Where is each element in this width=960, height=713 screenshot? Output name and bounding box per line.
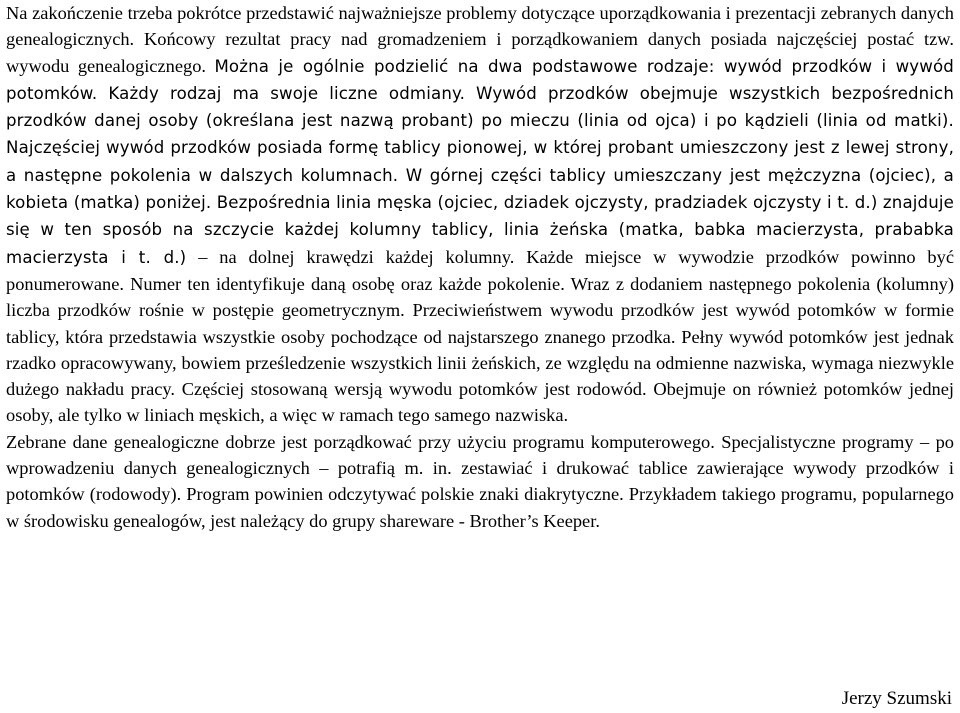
author-signature: Jerzy Szumski [841,688,952,709]
paragraph-genealogy-software: Zebrane dane genealogiczne dobrze jest porządkować przy użyciu programu komputerowego. Specjalistyczne programy – po wprowadzeniu danych genealogicznych – potrafią m. in. zestawiać i drukować tablice zawierające wywody przodków i potomków (rodowody). Program powinien odczytywać polskie znaki diakrytyczne. Przykładem takiego programu, popularnego w środowisku genealogów, jest należący do grupy shareware - Brother’s Keeper. [6,431,954,531]
paragraph-genealogical-pedigree [6,0,954,429]
paragraph-1-part-1: Na zakończenie trzeba pokrótce przedstawić najważniejsze problemy dotyczące uporządkowania i prezentacji zebranych danych genealogicznych. Końcowy rezultat pracy nad gromadzeniem i porządkowaniem danych posiada najczęściej postać tzw. wywodu genealogicznego. [6,3,954,76]
paragraph-1-part-3: – na dolnej krawędzi każdej kolumny. Każde miejsce w wywodzie przodków powinno być ponumerowane. Numer ten identyfikuje daną osobę oraz każde pokolenie. Wraz z dodaniem następnego pokolenia (kolumny) liczba przodków rośnie w postępie geometrycznym. Przeciwieństwem wywodu przodków jest wywód potomków w formie tablicy, która przedstawia wszystkie osoby pochodzące od najstarszego znanego przodka. Pełny wywód potomków jest jednak rzadko opracowywany, bowiem prześledzenie wszystkich linii żeńskich, ze względu na odmienne nazwiska, wymaga niezwykle dużego nakładu pracy. Częściej stosowaną wersją wywodu potomków jest rodowód. Obejmuje on również potomków jednej osoby, ale tylko w liniach męskich, a więc w ramach tego samego nazwiska. [6,246,954,426]
paragraph-1-part-2: Można je ogólnie podzielić na dwa podstawowe rodzaje: wywód przodków i wywód potomków. Każdy rodzaj ma swoje liczne odmiany. Wywód przodków obejmuje wszystkich bezpośrednich przodków danej osoby (określana jest nazwą probant) po mieczu (linia od ojca) i po kądzieli (linia od matki). Najczęściej wywód przodków posiada formę tablicy pionowej, w której probant umieszczony jest z lewej strony, a następne pokolenia w dalszych kolumnach. W górnej części tablicy umieszczany jest mężczyzna (ojciec), a kobieta (matka) poniżej. Bezpośrednia linia męska (ojciec, dziadek ojczysty, pradziadek ojczysty i t. d.) znajduje się w ten sposób na szczycie każdej kolumny tablicy, linia żeńska (matka, babka macierzysta, prababka macierzysta i t. d.) [6,56,954,267]
